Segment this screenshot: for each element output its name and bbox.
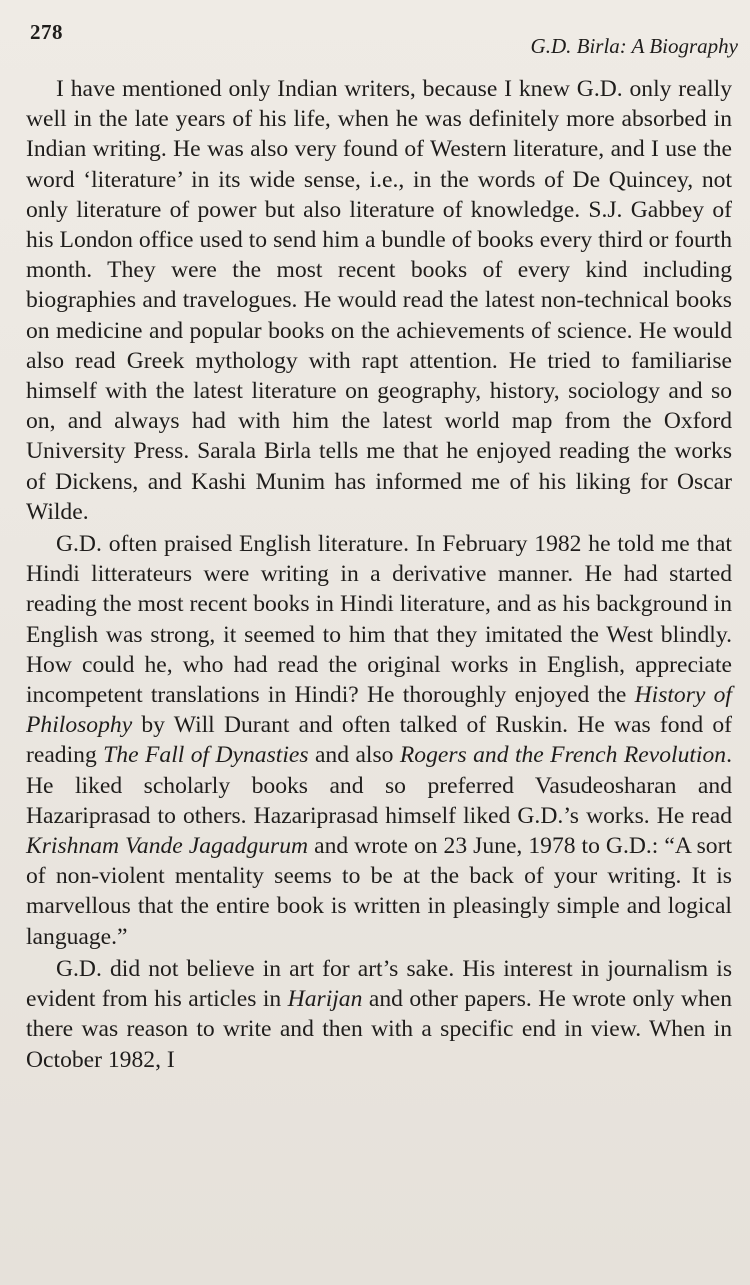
paragraph [26, 954, 732, 1075]
body-text [26, 74, 732, 1077]
page-header [30, 20, 738, 60]
text-segment: . He liked scholarly books and so preferred Vasudeosharan and Hazariprasad to others. Hazariprasad himself liked G.D.’s works. He read [26, 742, 732, 829]
book-title: History of Philosophy [26, 682, 732, 739]
text-segment: and also [308, 742, 400, 769]
running-title: G.D. Birla: A Biography [530, 34, 738, 58]
book-title: Krishnam Vande Jagadgurum [26, 833, 309, 860]
page-number: 278 [30, 20, 63, 44]
text-segment: and other papers. He wrote only when there was reason to write and then with a specific end in view. When in October 1982, I [26, 986, 732, 1073]
paragraph [26, 529, 732, 952]
text-segment: G.D. did not believe in art for art’s sake. His interest in journalism is evident from his articles in [26, 955, 732, 1013]
text-segment: and wrote on 23 June, 1978 to G.D.: “A sort of non-violent mentality seems to be at the back of your writing. It is marvellous that the entire book is written in pleasingly simple and logical language.” [26, 833, 733, 950]
book-title: The Fall of Dynasties [103, 742, 309, 769]
paragraph [26, 74, 732, 527]
text-segment: by Will Durant and often talked of Ruskin. He was fond of reading [26, 712, 732, 769]
text-segment: I have mentioned only Indian writers, because I knew G.D. only really well in the late years of his life, when he was definitely more absorbed in Indian writing. He was also very found of Western literature, and I use the word ‘literature’ in its wide sense, i.e., in the words of De Quincey, not only literature of power but also literature of knowledge. S.J. Gabbey of his London office used to send him a bundle of books every third or fourth month. They were the most recent books of every kind including biographies and travelogues. He would read the latest non-technical books on medicine and popular books on the achievements of science. He would also read Greek mythology with rapt attention. He tried to familiarise himself with the latest literature on geography, history, sociology and so on, and always had with him the latest world map from the Oxford University Press. Sarala Birla tells me that he enjoyed reading the works of Dickens, and Kashi Munim has informed me of his liking for Oscar Wilde. [26, 76, 732, 525]
text-segment: G.D. often praised English literature. In February 1982 he told me that Hindi litterateurs were writing in a derivative manner. He had started reading the most recent books in Hindi literature, and as his background in English was strong, it seemed to him that they imitated the West blindly. How could he, who had read the original works in English, appreciate incompetent translations in Hindi? He thoroughly enjoyed the [26, 531, 732, 709]
book-title: Rogers and the French Revolution [399, 742, 727, 769]
publication-title: Harijan [287, 986, 363, 1013]
